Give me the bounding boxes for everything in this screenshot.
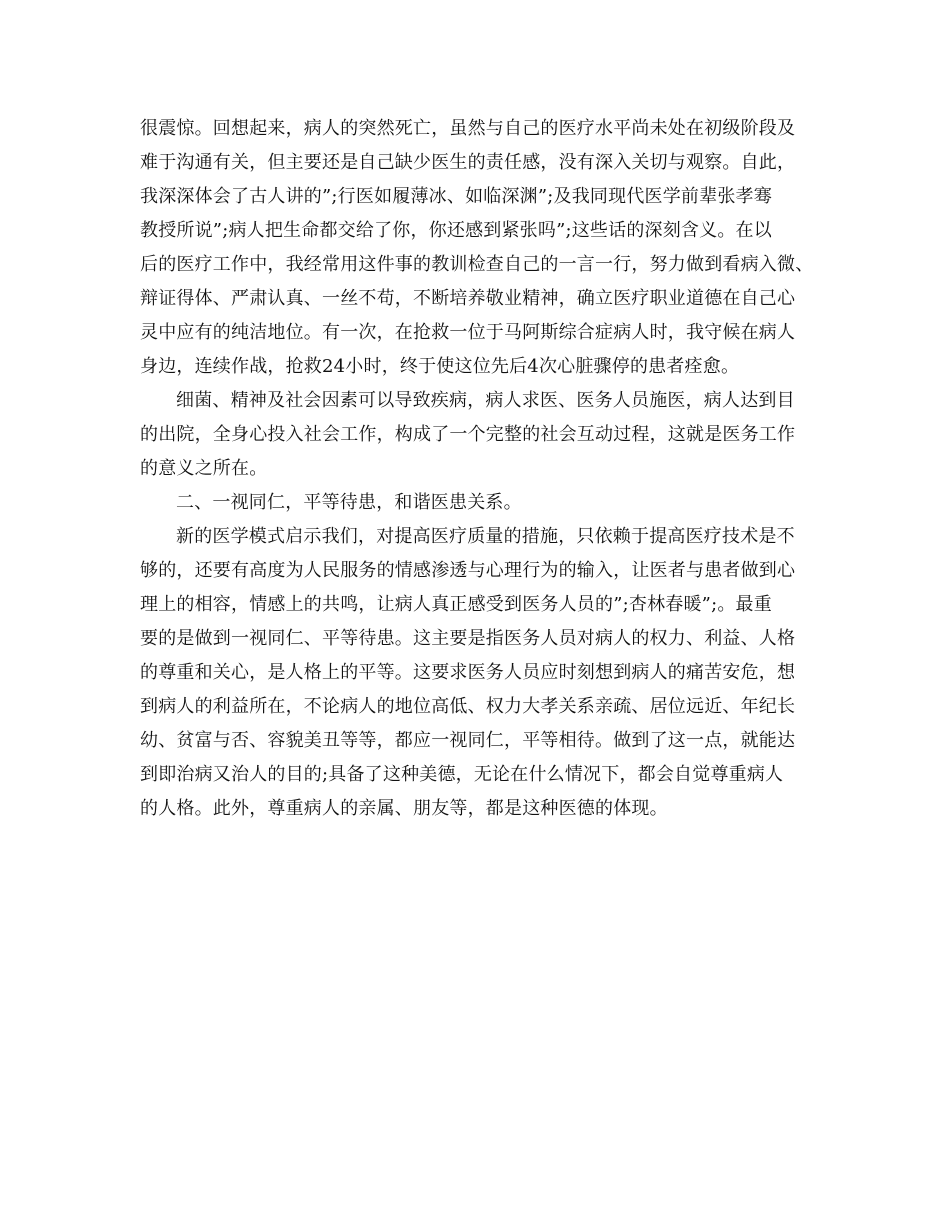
- text-line: 的尊重和关心，是人格上的平等。这要求医务人员应时刻想到病人的痛苦安危，想: [140, 662, 796, 683]
- text-line: 到病人的利益所在，不论病人的地位高低、权力大孝关系亲疏、居位远近、年纪长: [140, 696, 796, 717]
- section-heading: [140, 486, 840, 520]
- section-heading-text: 二、一视同仁，平等待患，和谐医患关系。: [176, 492, 522, 513]
- text-line: 到即治病又治人的目的;具备了这种美德，无论在什么情况下，都会自觉尊重病人: [140, 764, 784, 785]
- paragraph-social-interaction: [140, 384, 840, 486]
- text-line: 后的医疗工作中，我经常用这件事的教训检查自己的一言一行，努力做到看病入微、: [140, 254, 814, 275]
- text-line: 很震惊。回想起来，病人的突然死亡，虽然与自己的医疗水平尚未处在初级阶段及: [140, 118, 796, 139]
- text-line: 教授所说”;病人把生命都交给了你，你还感到紧张吗”;这些话的深刻含义。在以: [140, 220, 772, 241]
- text-line: 的出院，全身心投入社会工作，构成了一个完整的社会互动过程，这就是医务工作: [140, 424, 796, 445]
- paragraph-equal-treatment: [140, 520, 840, 826]
- text-line: 我深深体会了古人讲的”;行医如履薄冰、如临深渊”;及我同现代医学前辈张孝骞: [140, 186, 772, 207]
- text-line: 幼、贫富与否、容貌美丑等等，都应一视同仁，平等相待。做到了这一点，就能达: [140, 730, 796, 751]
- text-line: 细菌、精神及社会因素可以导致疾病，病人求医、医务人员施医，病人达到目: [176, 390, 795, 411]
- text-line: 新的医学模式启示我们，对提高医疗质量的措施，只依赖于提高医疗技术是不: [176, 526, 795, 547]
- text-line: 够的，还要有高度为人民服务的情感渗透与心理行为的输入，让医者与患者做到心: [140, 560, 796, 581]
- text-line: 要的是做到一视同仁、平等待患。这主要是指医务人员对病人的权力、利益、人格: [140, 628, 796, 649]
- paragraph-continued: [140, 112, 840, 384]
- text-line: 的人格。此外，尊重病人的亲属、朋友等，都是这种医德的体现。: [140, 798, 668, 819]
- text-line: 的意义之所在。: [140, 458, 268, 479]
- document-body: [140, 112, 840, 826]
- text-line: 辩证得体、严肃认真、一丝不苟，不断培养敬业精神，确立医疗职业道德在自己心: [140, 288, 796, 309]
- text-line: 灵中应有的纯洁地位。有一次，在抢救一位于马阿斯综合症病人时，我守候在病人: [140, 322, 796, 343]
- text-line: 身边，连续作战，抢救24小时，终于使这位先后4次心脏骤停的患者痊愈。: [140, 356, 740, 377]
- text-line: 难于沟通有关，但主要还是自己缺少医生的责任感，没有深入关切与观察。自此，: [140, 152, 796, 173]
- text-line: 理上的相容，情感上的共鸣，让病人真正感受到医务人员的”;杏林春暖”;。最重: [140, 594, 772, 615]
